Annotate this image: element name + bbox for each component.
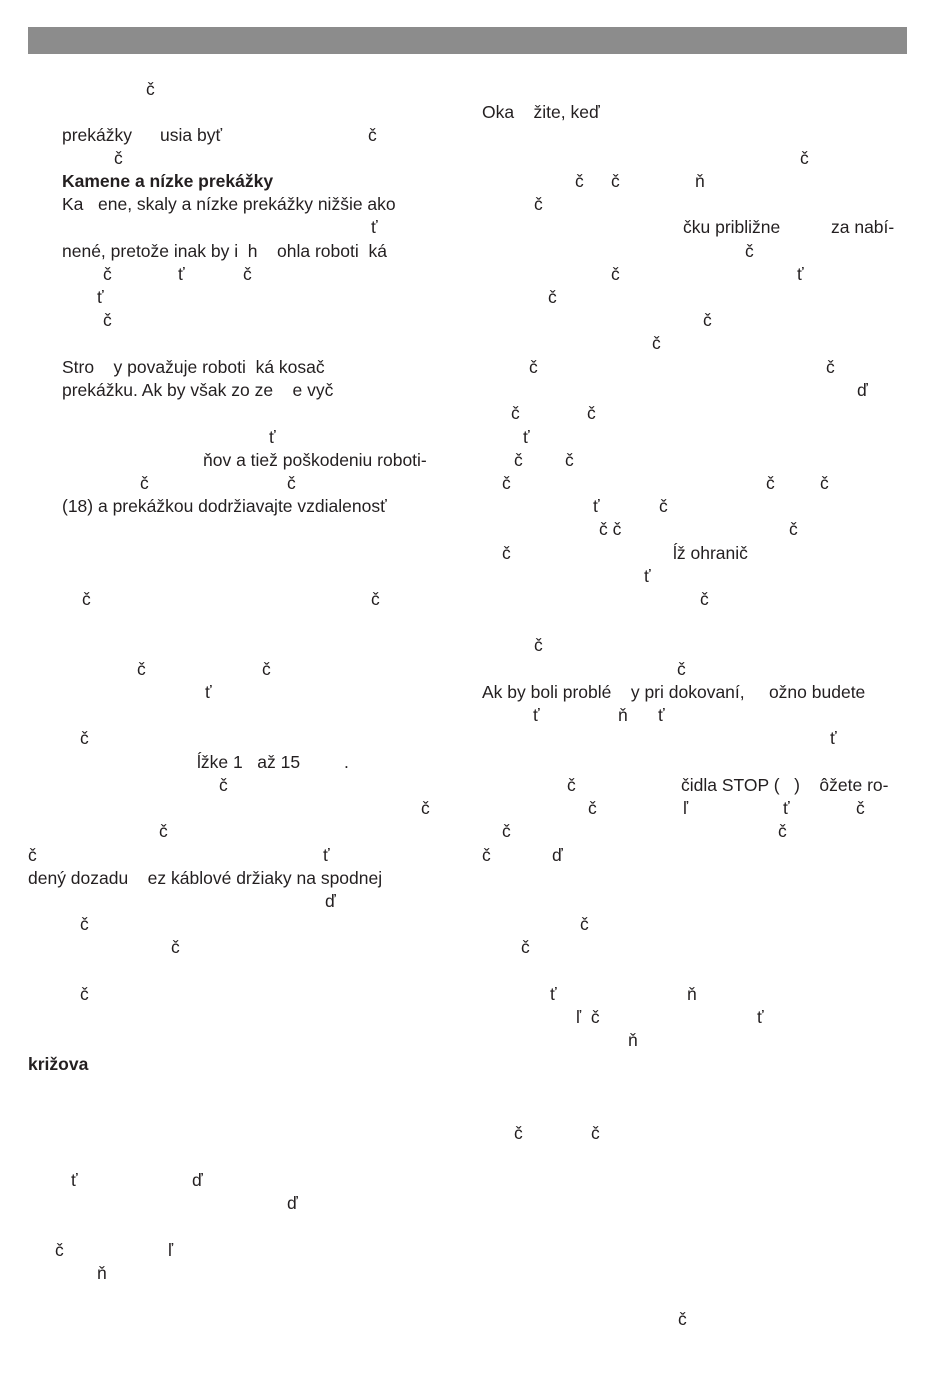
text-fragment: ĺžke 1 až 15 (197, 752, 301, 772)
text-fragment: ť (658, 705, 665, 725)
text-fragment: č (502, 473, 511, 493)
text-fragment: č (502, 821, 511, 841)
text-fragment: č (565, 450, 574, 470)
text-fragment: č (778, 821, 787, 841)
text-fragment: ľ č (576, 1007, 600, 1027)
text-fragment: ň (618, 705, 628, 725)
text-fragment: č č (599, 519, 622, 539)
text-fragment: ť (797, 264, 804, 284)
text-fragment: ť (371, 217, 378, 237)
text-fragment: č (103, 264, 112, 284)
text-fragment: ň (97, 1263, 107, 1283)
text-fragment: č (80, 914, 89, 934)
text-fragment: č (677, 659, 686, 679)
text-fragment: č (548, 287, 557, 307)
text-fragment: č (243, 264, 252, 284)
text-fragment: ď (857, 380, 868, 400)
text-fragment: č (700, 589, 709, 609)
text-fragment: č (80, 984, 89, 1004)
text-fragment: ď (325, 891, 336, 911)
text-fragment: ť (323, 845, 330, 865)
text-fragment: č (575, 171, 584, 191)
text-fragment: ť (644, 566, 651, 586)
text-fragment: č (611, 264, 620, 284)
text-fragment: čidla STOP ( ) ôžete ro- (681, 775, 889, 795)
text-fragment: čku približne (683, 217, 781, 237)
text-fragment: č (800, 148, 809, 168)
text-fragment: č (703, 310, 712, 330)
text-fragment: č (521, 937, 530, 957)
text-fragment: č (146, 79, 155, 99)
text-fragment: za nabí- (831, 217, 895, 237)
section-heading: križova (28, 1054, 89, 1074)
text-fragment: ť (269, 427, 276, 447)
text-fragment: ň (687, 984, 697, 1004)
text-line: nené, pretože inak by i h ohla roboti ká (62, 241, 387, 261)
text-line: Ak by boli problé y pri dokovaní, ožno budete (482, 682, 866, 702)
text-fragment: č (368, 125, 377, 145)
text-fragment: prekážky (62, 125, 133, 145)
text-fragment: č (114, 148, 123, 168)
text-fragment: č (789, 519, 798, 539)
text-fragment: usia byť (160, 125, 223, 145)
text-fragment: č (856, 798, 865, 818)
text-fragment: č (745, 241, 754, 261)
text-fragment: ĺž ohranič (673, 543, 748, 563)
text-fragment: č (534, 635, 543, 655)
text-fragment: č (159, 821, 168, 841)
text-fragment: ľ (168, 1240, 174, 1260)
text-fragment: č (567, 775, 576, 795)
text-fragment: č (529, 357, 538, 377)
text-fragment: č (171, 937, 180, 957)
text-fragment: č (534, 194, 543, 214)
text-fragment: ň (695, 171, 705, 191)
text-fragment: č (82, 589, 91, 609)
text-fragment: č (580, 914, 589, 934)
text-fragment: č (137, 659, 146, 679)
text-fragment: č (588, 798, 597, 818)
text-fragment: č (421, 798, 430, 818)
text-fragment: . (344, 752, 349, 772)
text-fragment: č (80, 728, 89, 748)
text-fragment: ť (783, 798, 790, 818)
header-bar (28, 27, 907, 54)
text-fragment: č (28, 845, 37, 865)
text-line: Ka ene, skaly a nízke prekážky nižšie ako (62, 194, 396, 214)
text-fragment: ď (552, 845, 563, 865)
text-fragment: ň (628, 1030, 638, 1050)
text-fragment: ňov a tiež poškodeniu roboti- (203, 450, 427, 470)
text-line: prekážku. Ak by však zo ze e vyč (62, 380, 334, 400)
text-fragment: č (482, 845, 491, 865)
text-fragment: č (611, 171, 620, 191)
text-fragment: č (659, 496, 668, 516)
text-fragment: č (514, 1123, 523, 1143)
text-line: dený dozadu ez káblové držiaky na spodnej (28, 868, 383, 888)
text-line: Oka žite, keď (482, 102, 600, 122)
text-fragment: ď (287, 1193, 298, 1213)
text-fragment: č (219, 775, 228, 795)
text-fragment: č (678, 1309, 687, 1329)
text-fragment: č (820, 473, 829, 493)
text-fragment: ť (178, 264, 185, 284)
text-fragment: č (766, 473, 775, 493)
text-fragment: ť (550, 984, 557, 1004)
text-fragment: ľ (683, 798, 689, 818)
text-fragment: č (103, 310, 112, 330)
text-fragment: č (511, 403, 520, 423)
text-fragment: ť (593, 496, 600, 516)
text-fragment: ť (533, 705, 540, 725)
text-fragment: č (652, 333, 661, 353)
text-fragment: č (55, 1240, 64, 1260)
text-fragment: ť (205, 682, 212, 702)
text-fragment: ť (830, 728, 837, 748)
text-fragment: č (371, 589, 380, 609)
text-fragment: ť (71, 1170, 78, 1190)
text-line: Stro y považuje roboti ká kosač (62, 357, 325, 377)
text-line: (18) a prekážkou dodržiavajte vzdialenosť (62, 496, 387, 516)
text-fragment: ť (757, 1007, 764, 1027)
text-fragment: č (826, 357, 835, 377)
text-fragment: č (502, 543, 511, 563)
text-fragment: č (287, 473, 296, 493)
text-fragment: č (140, 473, 149, 493)
text-fragment: ť (523, 427, 530, 447)
text-fragment: č (587, 403, 596, 423)
text-fragment: č (591, 1123, 600, 1143)
text-fragment: ď (192, 1170, 203, 1190)
section-heading: Kamene a nízke prekážky (62, 171, 274, 191)
text-fragment: č (262, 659, 271, 679)
text-fragment: č (514, 450, 523, 470)
text-fragment: ť (97, 287, 104, 307)
